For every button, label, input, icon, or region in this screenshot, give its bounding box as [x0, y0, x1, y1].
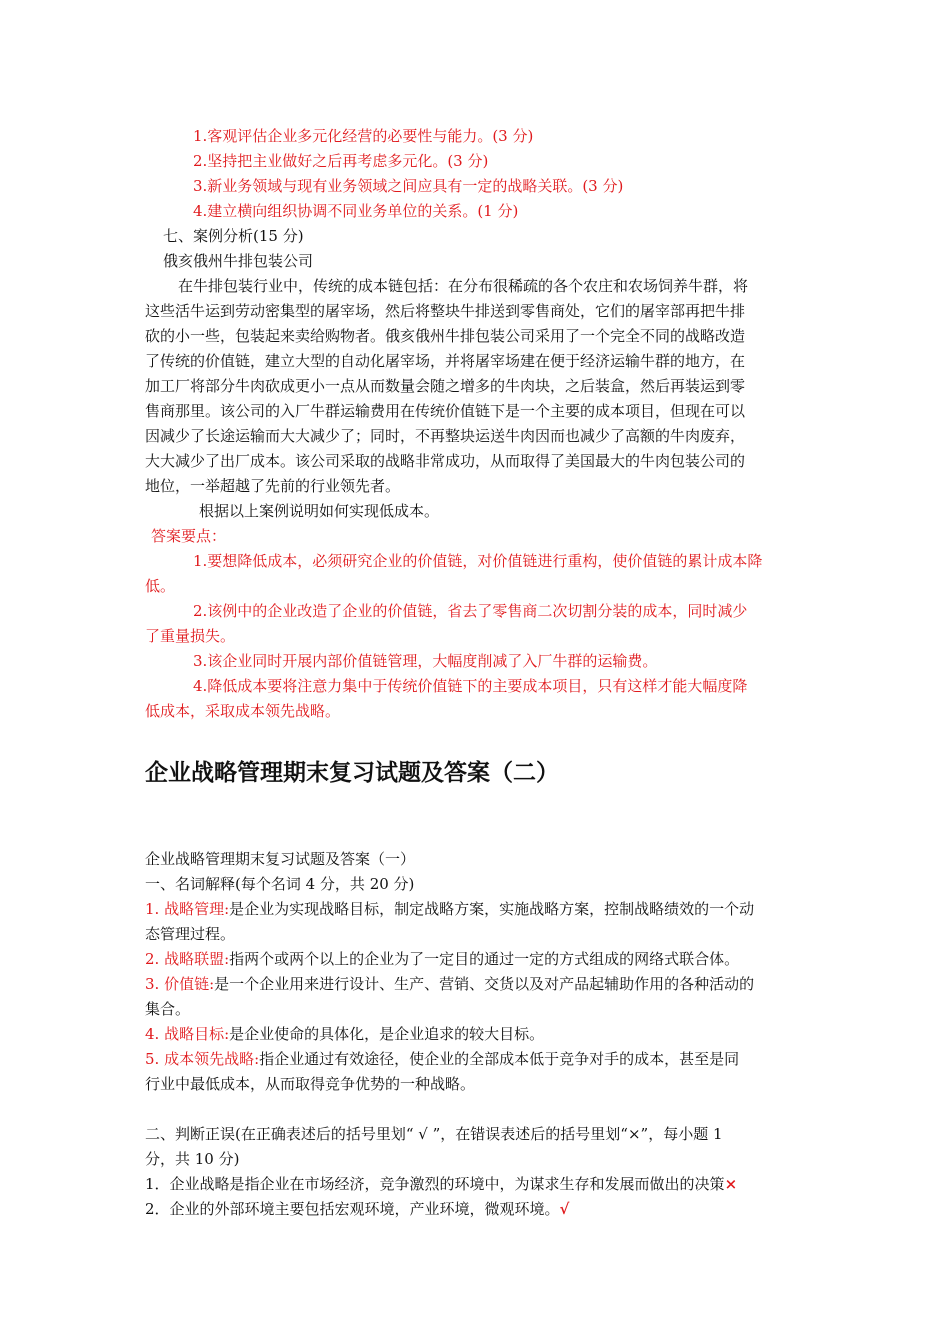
judgement-item — [145, 1172, 810, 1197]
term-definition — [145, 972, 810, 997]
term-text-continued: 态管理过程。 — [145, 925, 236, 943]
answer-label: 答案要点： — [151, 527, 227, 545]
answer-line: 低。 — [145, 577, 176, 595]
section-heading: 一、名词解释(每个名词 4 分，共 20 分) — [145, 875, 415, 893]
answer-line: 低成本，采取成本领先战略。 — [145, 702, 341, 720]
term-text-continued: 集合。 — [145, 1000, 191, 1018]
case-body-line: 因减少了长途运输而大大减少了；同时，不再整块运送牛肉因而也减少了高额的牛肉废弃， — [145, 427, 746, 445]
term-label: 3. 价值链: — [145, 975, 215, 993]
term-definition — [145, 1022, 810, 1047]
exam-subtitle: 企业战略管理期末复习试题及答案（一） — [145, 850, 416, 868]
term-text: 指两个或两个以上的企业为了一定目的通过一定的方式组成的网络式联合体。 — [229, 950, 740, 968]
term-label: 5. 成本领先战略: — [145, 1050, 260, 1068]
term-label: 2. 战略联盟: — [145, 950, 230, 968]
section-heading: 二、判断正误(在正确表述后的括号里划“ √ ”，在错误表述后的括号里划“×”，每小题 1 — [145, 1125, 723, 1143]
judgement-item — [145, 1197, 810, 1222]
case-body-line: 大大减少了出厂成本。该公司采取的战略非常成功，从而取得了美国最大的牛肉包装公司的 — [145, 452, 746, 470]
case-body-line: 售商那里。该公司的入厂牛群运输费用在传统价值链下是一个主要的成本项目，但现在可以 — [145, 402, 746, 420]
term-label: 4. 战略目标: — [145, 1025, 230, 1043]
case-body-line: 这些活牛运到劳动密集型的屠宰场，然后将整块牛排送到零售商处，它们的屠宰部再把牛排 — [145, 302, 746, 320]
term-label: 1. 战略管理: — [145, 900, 230, 918]
answer-line: 2.该例中的企业改造了企业的价值链，省去了零售商二次切割分装的成本，同时减少 — [193, 602, 748, 620]
case-body-line: 在牛排包装行业中，传统的成本链包括：在分布很稀疏的各个农庄和农场饲养牛群，将 — [178, 277, 749, 295]
term-text: 是一个企业用来进行设计、生产、营销、交货以及对产品起辅助作用的各种活动的 — [214, 975, 755, 993]
term-text-continued: 行业中最低成本，从而取得竞争优势的一种战略。 — [145, 1075, 476, 1093]
term-text: 指企业通过有效途径，使企业的全部成本低于竞争对手的成本，甚至是同 — [259, 1050, 740, 1068]
term-definition — [145, 897, 810, 922]
case-body-line: 了传统的价值链，建立大型的自动化屠宰场，并将屠宰场建在便于经济运输牛群的地方，在 — [145, 352, 746, 370]
answer-item: 1.客观评估企业多元化经营的必要性与能力。(3 分) — [193, 127, 534, 145]
answer-line: 4.降低成本要将注意力集中于传统价值链下的主要成本项目，只有这样才能大幅度降 — [193, 677, 748, 695]
judgement-text: 2．企业的外部环境主要包括宏观环境，产业环境，微观环境。 — [145, 1200, 560, 1218]
answer-item: 2.坚持把主业做好之后再考虑多元化。(3 分) — [193, 152, 489, 170]
case-body-line: 地位，一举超越了先前的行业领先者。 — [145, 477, 401, 495]
case-title: 俄亥俄州牛排包装公司 — [163, 252, 314, 270]
case-body-line: 加工厂将部分牛肉砍成更小一点从而数量会随之增多的牛肉块，之后装盒，然后再装运到零 — [145, 377, 746, 395]
term-definition — [145, 1047, 810, 1072]
answer-line: 了重量损失。 — [145, 627, 236, 645]
answer-item: 3.新业务领域与现有业务领域之间应具有一定的战略关联。(3 分) — [193, 177, 624, 195]
case-question: 根据以上案例说明如何实现低成本。 — [199, 502, 440, 520]
case-body-line: 砍的小一些，包装起来卖给购物者。俄亥俄州牛排包装公司采用了一个完全不同的战略改造 — [145, 327, 746, 345]
term-text: 是企业使命的具体化，是企业追求的较大目标。 — [229, 1025, 545, 1043]
section-heading-continued: 分，共 10 分) — [145, 1150, 240, 1168]
document-heading: 企业战略管理期末复习试题及答案（二） — [145, 760, 559, 786]
section-heading: 七、案例分析(15 分) — [163, 227, 304, 245]
cross-mark: × — [724, 1175, 738, 1193]
judgement-text: 1．企业战略是指企业在市场经济，竞争激烈的环境中，为谋求生存和发展而做出的决策 — [145, 1175, 725, 1193]
answer-line: 1.要想降低成本，必须研究企业的价值链，对价值链进行重构，使价值链的累计成本降 — [193, 552, 763, 570]
check-mark: √ — [559, 1200, 570, 1218]
term-definition — [145, 947, 810, 972]
answer-item: 4.建立横向组织协调不同业务单位的关系。(1 分) — [193, 202, 519, 220]
term-text: 是企业为实现战略目标，制定战略方案，实施战略方案，控制战略绩效的一个动 — [229, 900, 755, 918]
answer-line: 3.该企业同时开展内部价值链管理，大幅度削减了入厂牛群的运输费。 — [193, 652, 658, 670]
